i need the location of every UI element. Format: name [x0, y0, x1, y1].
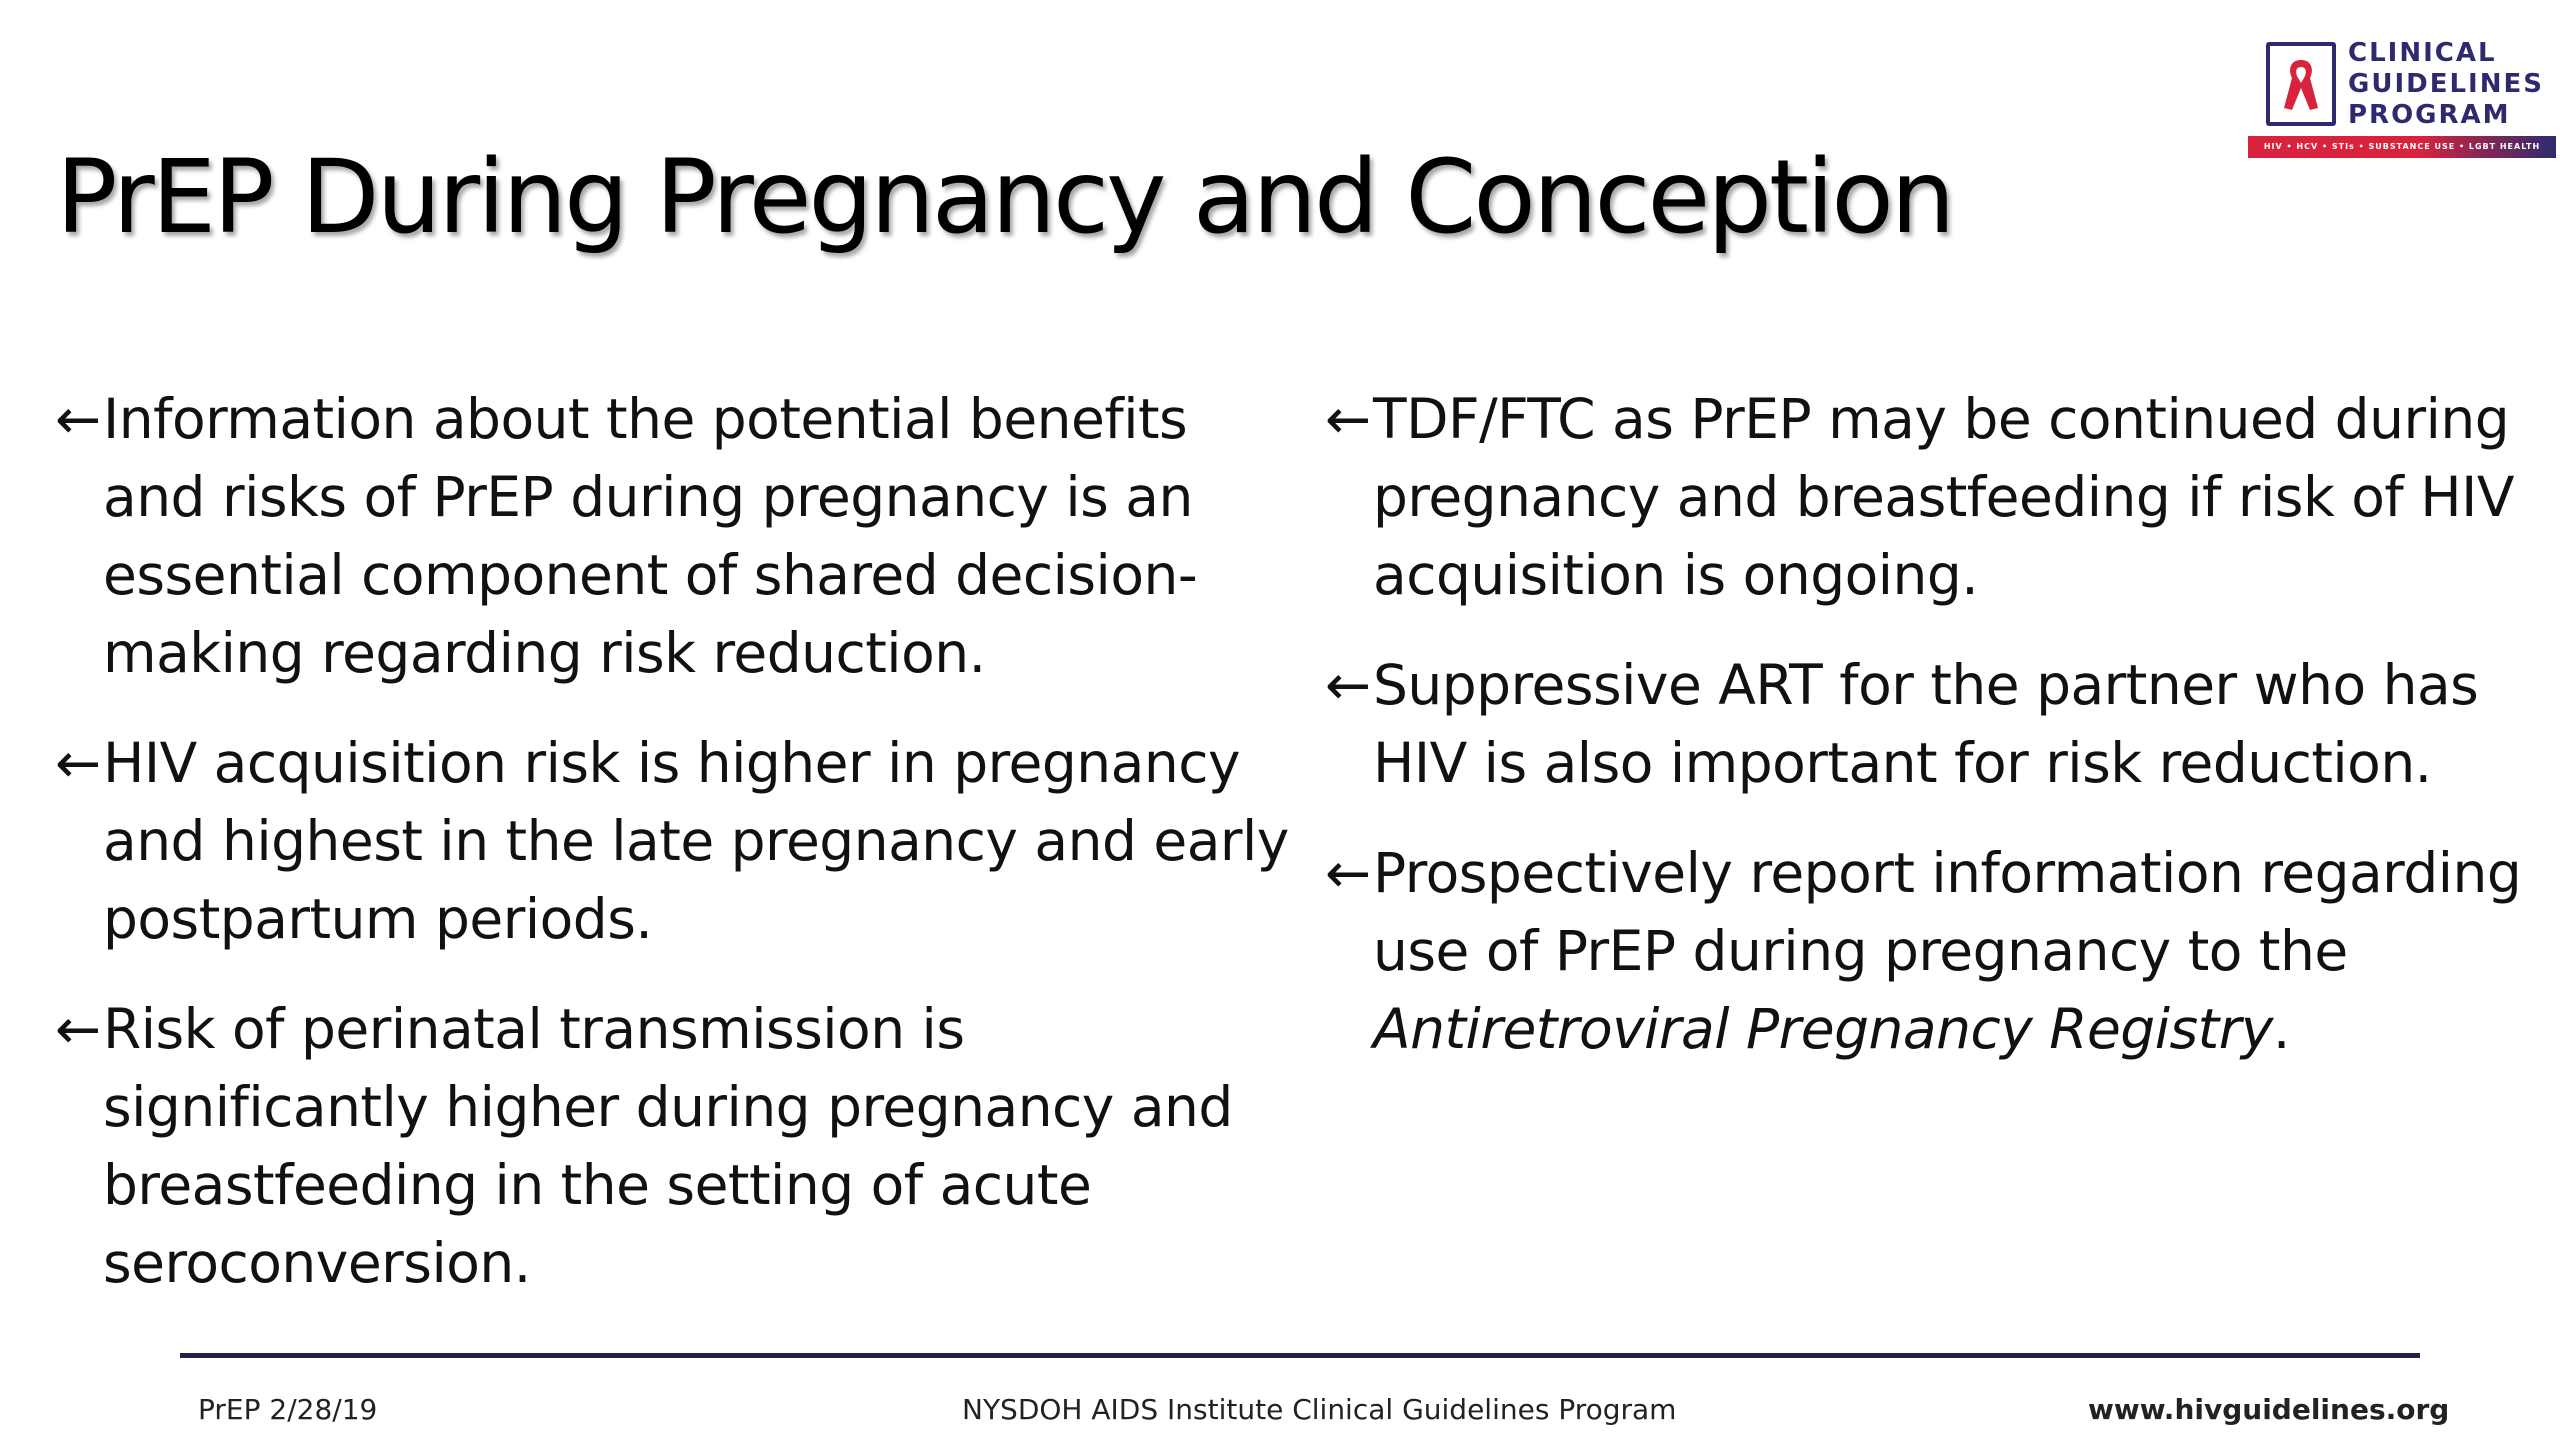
- left-column: [55, 380, 1305, 1334]
- left-arrow-bullet-icon: ←: [55, 997, 101, 1061]
- footer-organization: NYSDOH AIDS Institute Clinical Guidelines Program: [962, 1393, 1677, 1426]
- clinical-guidelines-logo: [2248, 38, 2556, 164]
- footer-date: PrEP 2/28/19: [198, 1393, 378, 1426]
- bullet-text: Risk of perinatal transmission is significantly higher during pregnancy and breastfeeding in the setting of acute seroconversion.: [103, 997, 1233, 1295]
- bullet-item: [1325, 834, 2525, 1068]
- logo-wordmark: [2348, 38, 2548, 131]
- footer-website: www.hivguidelines.org: [2088, 1393, 2450, 1426]
- bullet-item: [1325, 380, 2525, 614]
- bullet-text: Prospectively report information regarding use of PrEP during pregnancy to the: [1373, 841, 2522, 983]
- bullet-item: [55, 380, 1305, 692]
- bullet-item: [1325, 646, 2525, 802]
- registry-name: Antiretroviral Pregnancy Registry: [1373, 997, 2273, 1061]
- left-arrow-bullet-icon: ←: [1325, 387, 1371, 451]
- left-arrow-bullet-icon: ←: [55, 387, 101, 451]
- logo-tagline-bar: HIV • HCV • STIs • SUBSTANCE USE • LGBT HEALTH: [2248, 136, 2556, 158]
- logo-line-guidelines: GUIDELINES: [2348, 69, 2544, 99]
- logo-line-program: PROGRAM: [2348, 100, 2511, 130]
- left-arrow-bullet-icon: ←: [1325, 653, 1371, 717]
- bullet-item: [55, 990, 1305, 1302]
- bullet-text: Suppressive ART for the partner who has HIV is also important for risk reduction.: [1373, 653, 2479, 795]
- logo-emblem: [2266, 42, 2336, 126]
- logo-line-clinical: CLINICAL: [2348, 38, 2497, 68]
- bullet-text: Information about the potential benefits and risks of PrEP during pregnancy is an essential component of shared decision-making regarding risk reduction.: [103, 387, 1198, 685]
- footer-divider: [180, 1353, 2420, 1358]
- right-column: [1325, 380, 2525, 1100]
- red-ribbon-icon: [2280, 56, 2322, 114]
- bullet-text: HIV acquisition risk is higher in pregnancy and highest in the late pregnancy and early postpartum periods.: [103, 731, 1289, 951]
- bullet-text: TDF/FTC as PrEP may be continued during pregnancy and breastfeeding if risk of HIV acquisition is ongoing.: [1373, 387, 2514, 607]
- left-arrow-bullet-icon: ←: [55, 731, 101, 795]
- bullet-item: [55, 724, 1305, 958]
- left-arrow-bullet-icon: ←: [1325, 841, 1371, 905]
- bullet-end-punctuation: .: [2272, 997, 2290, 1061]
- slide-title: PrEP During Pregnancy and Conception: [56, 138, 1953, 257]
